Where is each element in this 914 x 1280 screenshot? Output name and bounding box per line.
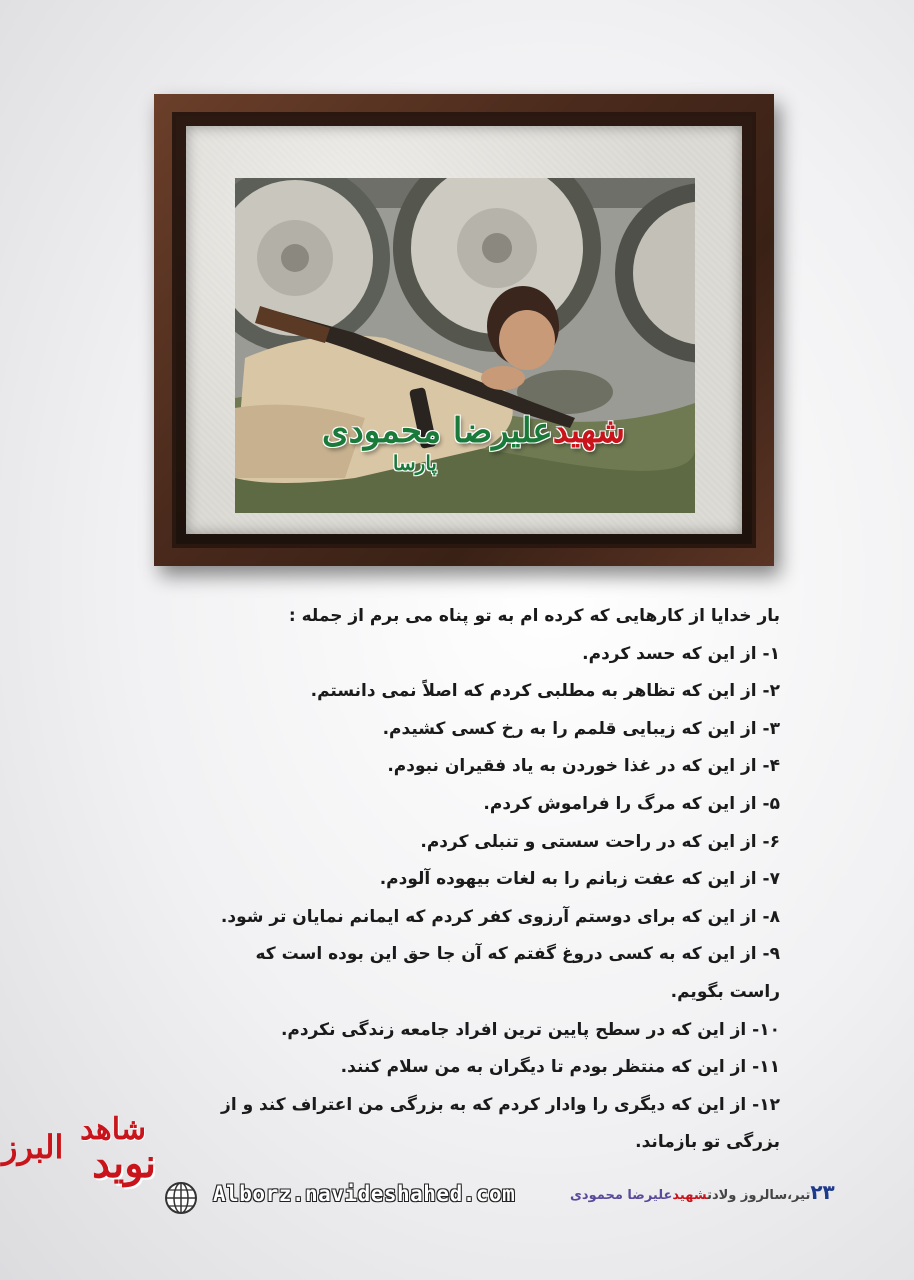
logo-side-text: البرز — [2, 1128, 64, 1166]
martyr-name-caption — [322, 411, 625, 451]
text-line: ۹- از این که به کسی دروغ گفتم که آن جا حق این بوده است که — [255, 944, 780, 965]
date-day: ۲۳ — [810, 1180, 835, 1204]
date-name-red: شهید — [672, 1188, 708, 1203]
text-line: ۷- از این که عفت زبانم را به لغات بیهوده آلودم. — [379, 869, 780, 890]
website-url[interactable]: Alborz.navideshahed.com — [213, 1182, 516, 1206]
text-line: ۱۲- از این که دیگری را وادار کردم که به بزرگی من اعتراف کند و از — [221, 1094, 780, 1115]
caption-subtitle: پارسا — [392, 451, 437, 475]
text-line: ۶- از این که در راحت سستی و تنبلی کردم. — [420, 831, 780, 852]
photo-illustration — [235, 178, 695, 513]
date-name-rest: علیرضا محمودی — [570, 1188, 673, 1203]
date-month: تیر، — [787, 1188, 811, 1203]
navideshahed-logo — [0, 1112, 160, 1212]
text-line: ۴- از این که در غذا خوردن به یاد فقیران نبودم. — [387, 756, 780, 777]
text-line: راست بگویم. — [670, 981, 780, 1002]
logo-top-text: شاهد — [80, 1112, 146, 1147]
text-line: ۲- از این که تظاهر به مطلبی کردم که اصلاً نمی دانستم. — [310, 681, 780, 702]
text-line: بزرگی تو بازماند. — [635, 1132, 780, 1153]
supplication-text — [170, 598, 780, 1162]
text-line: ۸- از این که برای دوستم آرزوی کفر کردم که ایمانم نمایان تر شود. — [220, 906, 780, 927]
text-line: ۱- از این که حسد کردم. — [582, 643, 780, 664]
text-line: ۵- از این که مرگ را فراموش کردم. — [483, 793, 780, 814]
text-line: ۱۱- از این که منتظر بودم تا دیگران به من سلام کنند. — [340, 1057, 780, 1078]
caption-title-green: علیرضا محمودی — [321, 411, 553, 451]
globe-icon — [163, 1180, 199, 1216]
logo-main-text: نوید — [92, 1140, 156, 1187]
caption-title-red: شهید — [552, 411, 625, 451]
date-label: سالروز ولادت — [707, 1188, 788, 1203]
text-line: ۱۰- از این که در سطح پایین ترین افراد جامعه زندگی نکردم. — [280, 1019, 780, 1040]
text-line: بار خدایا از کارهایی که کرده ام به تو پناه می برم از جمله : — [288, 606, 780, 626]
martyr-photo — [235, 178, 695, 513]
date-caption — [570, 1180, 835, 1204]
text-line: ۳- از این که زیبایی قلمم را به رخ کسی کشیدم. — [382, 718, 780, 739]
